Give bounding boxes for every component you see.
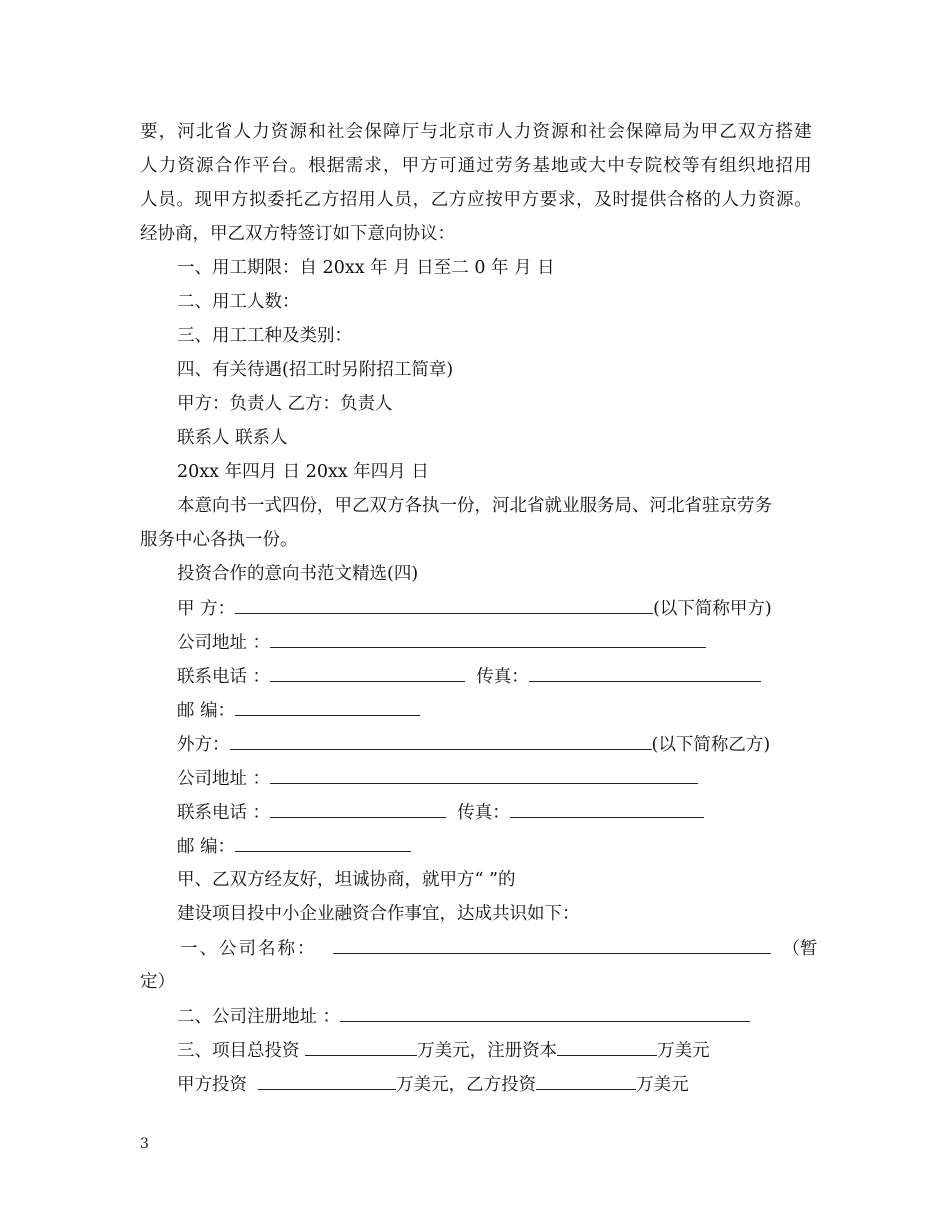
glyph: 织 xyxy=(738,156,756,176)
list-item: 四、有关待遇(招工时另附招工简章) xyxy=(177,360,454,380)
glyph: 合 xyxy=(214,156,233,176)
agreement-intro: 建设项目投中小企业融资合作事宜，达成共识如下： xyxy=(177,904,580,924)
field-label: 公司地址 ： xyxy=(177,769,271,789)
blank-line xyxy=(340,1004,750,1022)
glyph: 地 xyxy=(551,156,569,176)
glyph: 方 xyxy=(321,190,340,210)
form-row-zip xyxy=(177,834,411,859)
field-label: 传真： xyxy=(476,667,529,687)
glyph: 资 xyxy=(532,122,550,142)
glyph: 源 xyxy=(551,122,569,142)
glyph: 专 xyxy=(625,156,644,176)
field-label: 公司地址 ： xyxy=(177,633,271,653)
blank-line xyxy=(557,1038,657,1056)
blank-line xyxy=(270,766,698,784)
blank-line xyxy=(235,698,420,716)
field-label: 邮 编： xyxy=(177,701,236,721)
list-item: 三、用工工种及类别： xyxy=(177,326,352,346)
glyph: 台 xyxy=(270,156,289,176)
glyph: 甲 xyxy=(700,122,719,142)
glyph: 。 xyxy=(794,190,812,210)
blank-line xyxy=(230,732,652,750)
form-row-zip xyxy=(177,698,420,723)
glyph: 应 xyxy=(467,190,485,210)
glyph: 组 xyxy=(719,156,737,176)
field-label: 外方： xyxy=(177,735,230,755)
field-label: 邮 编： xyxy=(177,837,236,857)
glyph: 和 xyxy=(569,122,588,142)
glyph: 校 xyxy=(663,156,681,176)
form-row-party-a xyxy=(177,596,772,621)
glyph: 员 xyxy=(394,190,412,210)
glyph: 保 xyxy=(364,122,382,142)
glyph: 方 xyxy=(756,122,775,142)
clause-party-investment xyxy=(177,1072,689,1097)
glyph: 会 xyxy=(345,122,364,142)
list-item: 一、用工期限：自 20xx 年 月 日至二 0 年 月 日 xyxy=(177,258,555,278)
blank-line xyxy=(510,800,704,818)
blank-line xyxy=(536,1072,636,1090)
paragraph-line xyxy=(140,188,812,212)
form-row-phone-fax xyxy=(177,800,704,825)
glyph: 时 xyxy=(612,190,630,210)
clause-total-investment xyxy=(177,1038,710,1063)
form-row-address xyxy=(177,766,698,791)
glyph: 乙 xyxy=(303,190,322,210)
field-label: 甲方投资 xyxy=(177,1075,247,1095)
glyph: 资 xyxy=(270,122,289,142)
glyph: 人 xyxy=(233,122,251,142)
glyph: 院 xyxy=(644,156,663,176)
field-suffix: (以下简称乙方) xyxy=(651,735,771,755)
paragraph-line xyxy=(140,120,812,144)
page-number: 3 xyxy=(140,1136,149,1152)
glyph: 有 xyxy=(700,156,719,176)
field-label: 万美元 xyxy=(657,1041,710,1061)
glyph: 或 xyxy=(569,156,588,176)
field-suffix: （暂 xyxy=(782,939,818,959)
glyph: 招 xyxy=(339,190,358,210)
field-label: 甲 方： xyxy=(177,599,236,619)
field-label: 联系电话 ： xyxy=(177,803,271,823)
glyph: 源 xyxy=(196,156,214,176)
glyph: 源 xyxy=(289,122,307,142)
section-title: 投资合作的意向书范文精选(四) xyxy=(177,564,419,584)
glyph: 北 xyxy=(196,122,214,142)
glyph: 搭 xyxy=(775,122,793,142)
glyph: 供 xyxy=(648,190,667,210)
glyph: 方 xyxy=(420,156,438,176)
glyph: 甲 xyxy=(401,156,420,176)
glyph: 通 xyxy=(457,156,476,176)
glyph: 过 xyxy=(476,156,494,176)
glyph: 地 xyxy=(756,156,775,176)
glyph: 省 xyxy=(214,122,233,142)
glyph: 现 xyxy=(194,190,213,210)
glyph: 托 xyxy=(285,190,303,210)
form-row-phone-fax xyxy=(177,664,761,689)
field-label: 万美元，乙方投资 xyxy=(396,1075,537,1095)
signature-line: 甲方：负责人 乙方：负责人 xyxy=(177,394,393,414)
field-label: 联系电话 ： xyxy=(177,667,271,687)
glyph: 作 xyxy=(233,156,251,176)
clause-continuation: 定） xyxy=(140,972,175,992)
glyph: 京 xyxy=(457,122,476,142)
glyph: 方 xyxy=(521,190,540,210)
glyph: 力 xyxy=(158,156,177,176)
glyph: 招 xyxy=(775,156,793,176)
glyph: 用 xyxy=(794,156,812,176)
glyph: 可 xyxy=(439,156,457,176)
glyph: 保 xyxy=(625,122,644,142)
glyph: 社 xyxy=(588,122,606,142)
glyph: 的 xyxy=(703,190,721,210)
signature-line: 联系人 联系人 xyxy=(177,428,288,448)
glyph: 障 xyxy=(382,122,401,142)
glyph: 资 xyxy=(177,156,195,176)
glyph: 根 xyxy=(308,156,326,176)
blank-line xyxy=(529,664,761,682)
glyph: ， xyxy=(576,190,594,210)
glyph: ， xyxy=(382,156,401,176)
glyph: 大 xyxy=(588,156,606,176)
form-row-party-b xyxy=(177,732,770,757)
glyph: 合 xyxy=(666,190,685,210)
glyph: 人 xyxy=(721,190,739,210)
glyph: 乙 xyxy=(430,190,449,210)
glyph: 人 xyxy=(495,122,513,142)
glyph: 务 xyxy=(513,156,532,176)
glyph: 障 xyxy=(644,122,663,142)
paragraph-line: 经协商，甲乙双方特签订如下意向协议： xyxy=(140,224,455,244)
glyph: 格 xyxy=(685,190,703,210)
glyph: 厅 xyxy=(401,122,420,142)
glyph: 提 xyxy=(630,190,649,210)
glyph: 劳 xyxy=(495,156,513,176)
agreement-intro: 甲、乙双方经友好，坦诚协商，就甲方“ ”的 xyxy=(177,870,516,890)
glyph: 市 xyxy=(476,122,494,142)
glyph: 平 xyxy=(252,156,270,176)
glyph: 人 xyxy=(140,190,158,210)
clause-company-name xyxy=(180,936,817,961)
glyph: 要 xyxy=(140,122,158,142)
glyph: 。 xyxy=(176,190,194,210)
glyph: 拟 xyxy=(249,190,267,210)
glyph: 要 xyxy=(539,190,558,210)
glyph: 建 xyxy=(794,122,812,142)
glyph: 双 xyxy=(738,122,756,142)
blank-line xyxy=(235,596,653,614)
glyph: 甲 xyxy=(503,190,521,210)
glyph: 员 xyxy=(158,190,176,210)
glyph: 据 xyxy=(326,156,345,176)
glyph: 人 xyxy=(140,156,158,176)
glyph: ， xyxy=(158,122,177,142)
blank-line xyxy=(333,936,771,954)
clause-registered-address xyxy=(177,1004,750,1029)
glyph: 等 xyxy=(681,156,700,176)
glyph: 求 xyxy=(364,156,382,176)
glyph: 。 xyxy=(289,156,307,176)
paragraph-line: 本意向书一式四份，甲乙双方各执一份，河北省就业服务局、河北省驻京劳务 xyxy=(177,496,772,516)
glyph: 方 xyxy=(448,190,467,210)
glyph: 及 xyxy=(594,190,612,210)
field-label: 万美元，注册资本 xyxy=(417,1041,558,1061)
field-label: 传真： xyxy=(457,803,510,823)
blank-line xyxy=(235,834,411,852)
glyph: 乙 xyxy=(719,122,737,142)
glyph: 与 xyxy=(420,122,438,142)
field-label: 三、项目总投资 xyxy=(177,1041,300,1061)
glyph: 社 xyxy=(326,122,345,142)
blank-line xyxy=(270,630,706,648)
glyph: 需 xyxy=(345,156,364,176)
glyph: 为 xyxy=(681,122,700,142)
glyph: 求 xyxy=(557,190,576,210)
paragraph-line xyxy=(140,154,812,178)
glyph: 方 xyxy=(230,190,249,210)
glyph: ， xyxy=(412,190,431,210)
glyph: 委 xyxy=(267,190,285,210)
glyph: 力 xyxy=(739,190,758,210)
glyph: 用 xyxy=(358,190,376,210)
glyph: 河 xyxy=(177,122,195,142)
glyph: 按 xyxy=(485,190,503,210)
glyph: 北 xyxy=(439,122,457,142)
glyph: 力 xyxy=(252,122,270,142)
blank-line xyxy=(270,664,465,682)
glyph: 力 xyxy=(513,122,532,142)
glyph: 源 xyxy=(776,190,794,210)
glyph: 和 xyxy=(308,122,326,142)
blank-line xyxy=(258,1072,396,1090)
list-item: 二、用工人数： xyxy=(177,292,300,312)
field-label: 万美元 xyxy=(636,1075,689,1095)
glyph: 局 xyxy=(663,122,681,142)
field-suffix: (以下简称甲方) xyxy=(653,599,772,619)
field-label: 一、公司名称： xyxy=(180,939,317,959)
glyph: 会 xyxy=(607,122,625,142)
paragraph-line: 服务中心各执一份。 xyxy=(140,530,298,550)
glyph: 基 xyxy=(532,156,550,176)
blank-line xyxy=(305,1038,417,1056)
glyph: 人 xyxy=(376,190,394,210)
form-row-address xyxy=(177,630,706,655)
glyph: 甲 xyxy=(212,190,231,210)
signature-line: 20xx 年四月 日 20xx 年四月 日 xyxy=(177,462,429,482)
glyph: 资 xyxy=(757,190,776,210)
field-label: 二、公司注册地址 ： xyxy=(177,1007,341,1027)
blank-line xyxy=(270,800,446,818)
glyph: 中 xyxy=(607,156,625,176)
